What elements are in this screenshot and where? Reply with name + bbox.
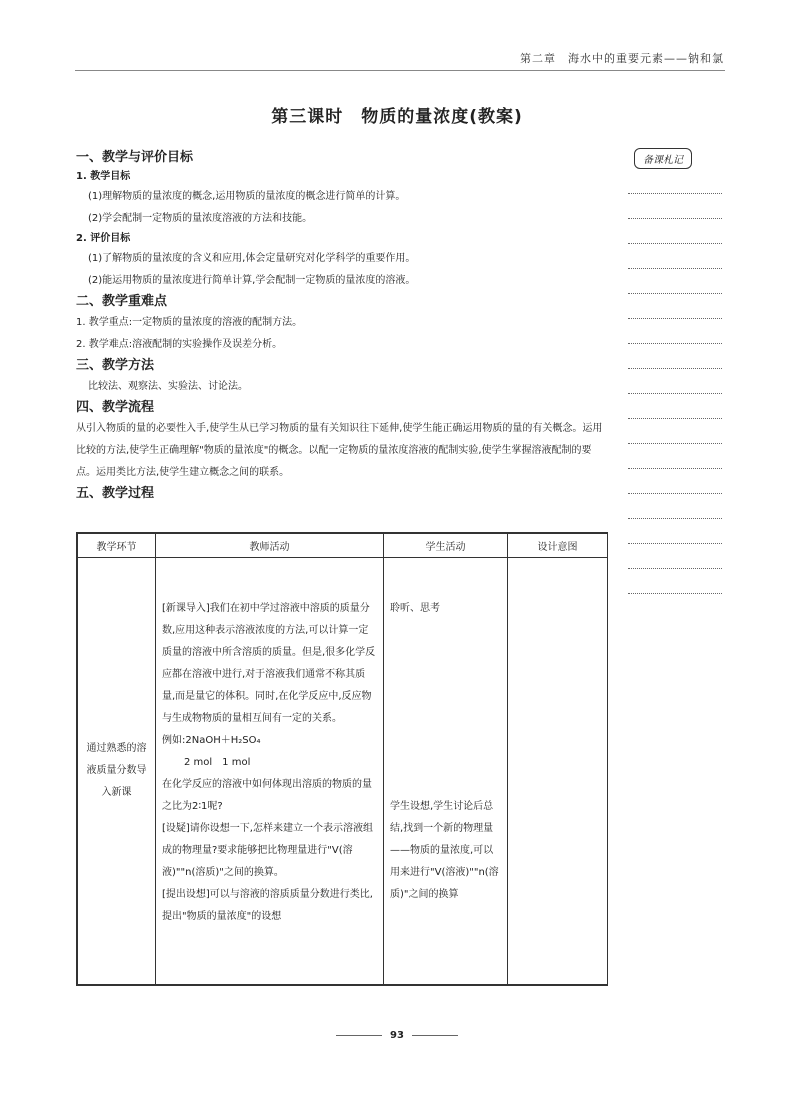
note-line: [628, 469, 722, 494]
goal-item: (1)理解物质的量浓度的概念,运用物质的量浓度的概念进行简单的计算。: [88, 191, 406, 202]
note-line: [628, 219, 722, 244]
evaluation-item: (2)能运用物质的量浓度进行简单计算,学会配制一定物质的量浓度的溶液。: [88, 275, 416, 286]
flow-paragraph: 从引入物质的量的必要性入手,使学生从已学习物质的量有关知识往下延伸,使学生能正确运用物质的量的有关概念。运用比较的方法,使学生正确理解"物质的量浓度"的概念。以配一定物质的量浓度溶液的配制实验,使学生掌握溶液配制的要点。运用类比方法,使学生建立概念之间的联系。: [76, 423, 603, 478]
note-line: [628, 394, 722, 419]
table-header-teacher: 教师活动: [156, 534, 384, 558]
table-header-student: 学生活动: [384, 534, 508, 558]
note-line: [628, 419, 722, 444]
section-heading-key-points: 二、教学重难点: [76, 294, 168, 309]
note-line: [628, 519, 722, 544]
section-heading-process: 五、教学过程: [76, 486, 155, 501]
page-title: 第三课时 物质的量浓度(教案): [271, 107, 523, 127]
notes-column: [628, 148, 722, 594]
section-heading-flow: 四、教学流程: [76, 400, 155, 415]
key-point-item: 2. 教学难点:溶液配制的实验操作及误差分析。: [76, 339, 283, 350]
student-text: 聆听、思考: [390, 603, 440, 614]
teacher-text: [提出设想]可以与溶液的溶质质量分数进行类比,提出"物质的量浓度"的设想: [162, 889, 373, 922]
note-line: [628, 319, 722, 344]
table-cell-student: [384, 558, 508, 985]
teacher-text: [设疑]请你设想一下,怎样来建立一个表示溶液组成的物理量?要求能够把比物理量进行"V(溶液)""n(溶质)"之间的换算。: [162, 823, 373, 878]
goal-item: (2)学会配制一定物质的量浓度溶液的方法和技能。: [88, 213, 313, 224]
table-cell-intent: [508, 558, 608, 985]
header-divider: [75, 70, 725, 71]
teacher-equation: 2 mol 1 mol: [184, 757, 251, 768]
page-number-rule-right: [412, 1035, 458, 1036]
teaching-process-table: [76, 532, 608, 986]
student-text: 学生设想,学生讨论后总结,找到一个新的物理量——物质的量浓度,可以用来进行"V(溶液)""n(溶质)"之间的换算: [390, 801, 499, 900]
section-heading-methods: 三、教学方法: [76, 358, 155, 373]
teacher-text: [新课导入]我们在初中学过溶液中溶质的质量分数,应用这种表示溶液浓度的方法,可以计算一定质量的溶液中所含溶质的质量。但是,很多化学反应都在溶液中进行,对于溶液我们通常不称其质量,而是量它的体积。同时,在化学反应中,反应物与生成物物质的量相互间有一定的关系。: [162, 603, 376, 724]
lesson-content: [76, 148, 610, 504]
teacher-text: 例如:2NaOH＋H₂SO₄: [162, 735, 261, 746]
table-cell-teacher: [156, 558, 384, 985]
page-number: [0, 1030, 794, 1041]
table-cell-stage: 通过熟悉的溶液质量分数导入新课: [78, 558, 156, 985]
table-header-intent: 设计意图: [508, 534, 608, 558]
note-line: [628, 569, 722, 594]
note-line: [628, 369, 722, 394]
note-line: [628, 269, 722, 294]
sub-heading-evaluation-goals: 2. 评价目标: [76, 233, 131, 244]
note-line: [628, 169, 722, 194]
note-line: [628, 494, 722, 519]
key-point-item: 1. 教学重点:一定物质的量浓度的溶液的配制方法。: [76, 317, 303, 328]
section-heading-goals: 一、教学与评价目标: [76, 150, 194, 165]
page-number-rule-left: [336, 1035, 382, 1036]
notes-badge: 备课札记: [634, 148, 692, 169]
note-line: [628, 194, 722, 219]
methods-text: 比较法、观察法、实验法、讨论法。: [88, 381, 248, 392]
note-line: [628, 244, 722, 269]
chapter-header: 第二章 海水中的重要元素——钠和氯: [520, 52, 724, 65]
teacher-text: 在化学反应的溶液中如何体现出溶质的物质的量之比为2∶1呢?: [162, 779, 372, 812]
note-line: [628, 344, 722, 369]
page-number-text: 93: [390, 1030, 404, 1041]
note-line: [628, 294, 722, 319]
sub-heading-teaching-goals: 1. 教学目标: [76, 171, 131, 182]
table-header-stage: 教学环节: [78, 534, 156, 558]
note-line: [628, 444, 722, 469]
evaluation-item: (1)了解物质的量浓度的含义和应用,体会定量研究对化学科学的重要作用。: [88, 253, 416, 264]
note-line: [628, 544, 722, 569]
